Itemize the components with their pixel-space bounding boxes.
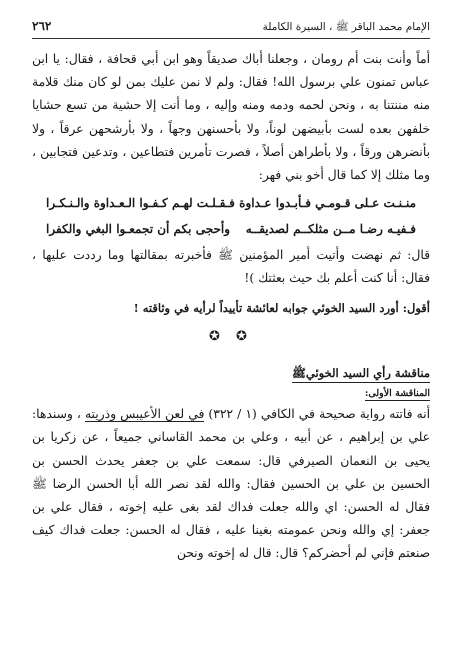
discussion-text-before: أنه فاتته رواية صحيحة في الكافي (١ / ٣٢٢) [204, 407, 430, 422]
poem-verse [32, 190, 430, 216]
hemistich-first: فـفيـه رضـا مــن مثلكــم لصديقــه [245, 222, 416, 237]
subsection-title: المناقشة الأولى: [364, 388, 430, 400]
section-heading-wrap [32, 362, 430, 385]
underlined-phrase: في لعن الأعيبس وذريته [84, 407, 205, 422]
hemistich-second: وأحجى بكم أن تجمعـوا البغي والكفرا [46, 222, 230, 237]
running-title: الإمام محمد الباقر ﷺ ، السيرة الكاملة [262, 21, 430, 33]
hemistich-first: منـنـت عـلى قـومـي فـأبـدوا عـداوة [239, 196, 416, 211]
poem [32, 190, 430, 242]
author-note: أقول: أورد السيد الخوئي جوابه لعائشة تأييداً لرأيه في وثاقته ! [133, 300, 430, 315]
paragraph-discussion [32, 403, 430, 565]
page-header [32, 19, 430, 39]
section-title: مناقشة رأي السيد الخوئيﷺ [292, 365, 430, 383]
poem-verse [32, 216, 430, 242]
discussion-text-after: ، وسندها: علي بن إبراهيم ، عن أبيه ، وعلي بن محمد القاساني جميعاً ، عن زكريا بن يحيى بن النعمان الصيرفي قال: سمعت علي بن جعفر يحدث الحسن بن الحسين بن علي بن الحسين فقال: والله لقد نصر الله أبا الحسن الرضا ﷺ فقال له الحسن: اي والله جعلت فداك لقد بغى عليه إخوته ، فقال علي بن جعفر: إي والله ونحن عمومته بغينا عليه ، فقال له الحسن: جعلت فداك كيف صنعتم فإني لم أحضركم؟ قال: قال له إخوته ونحن [32, 407, 430, 561]
section-ornament: ✪ ✪ [209, 328, 253, 344]
page-number: ٢٦٢ [32, 19, 52, 33]
paragraph-opening: أماً وأنت بنت أم رومان ، وجعلنا أباك صديقاً وهو ابن أبي قحافة ، فقال: يا ابن عباس تمنون علي برسول الله! فقال: ولم لا نمن عليك بمن لو كان منك قلامة منه مننتنا به ، ونحن لحمه ودمه ومنه وإليه ، وما أنت إلا حشية من تسع حشايا خلفهن بعده لست بأبيضهن لوناً، ولا بأحسنهن وجهاً ، ولا بأرشحهن عرقاً ، ولا بأنضرهن ورقاً ، ولا بأطراهن أصلاً ، فصرت تأمرين فتطاعين ، وتدعين فتجابين ، وما مثلك إلا كما قال أخو بني فهر: [32, 52, 430, 183]
hemistich-second: فـقـلـت لهـم كـفـوا الـعـداوة والـنـكـرا [46, 196, 235, 211]
page-body [32, 48, 430, 566]
paragraph-response: قال: ثم نهضت وأتيت أمير المؤمنين ﷺ فأخبرته بمقالتها وما رددت عليها ، فقال: أنا كنت أعلم بك حيث بعثتك )! [32, 248, 430, 286]
